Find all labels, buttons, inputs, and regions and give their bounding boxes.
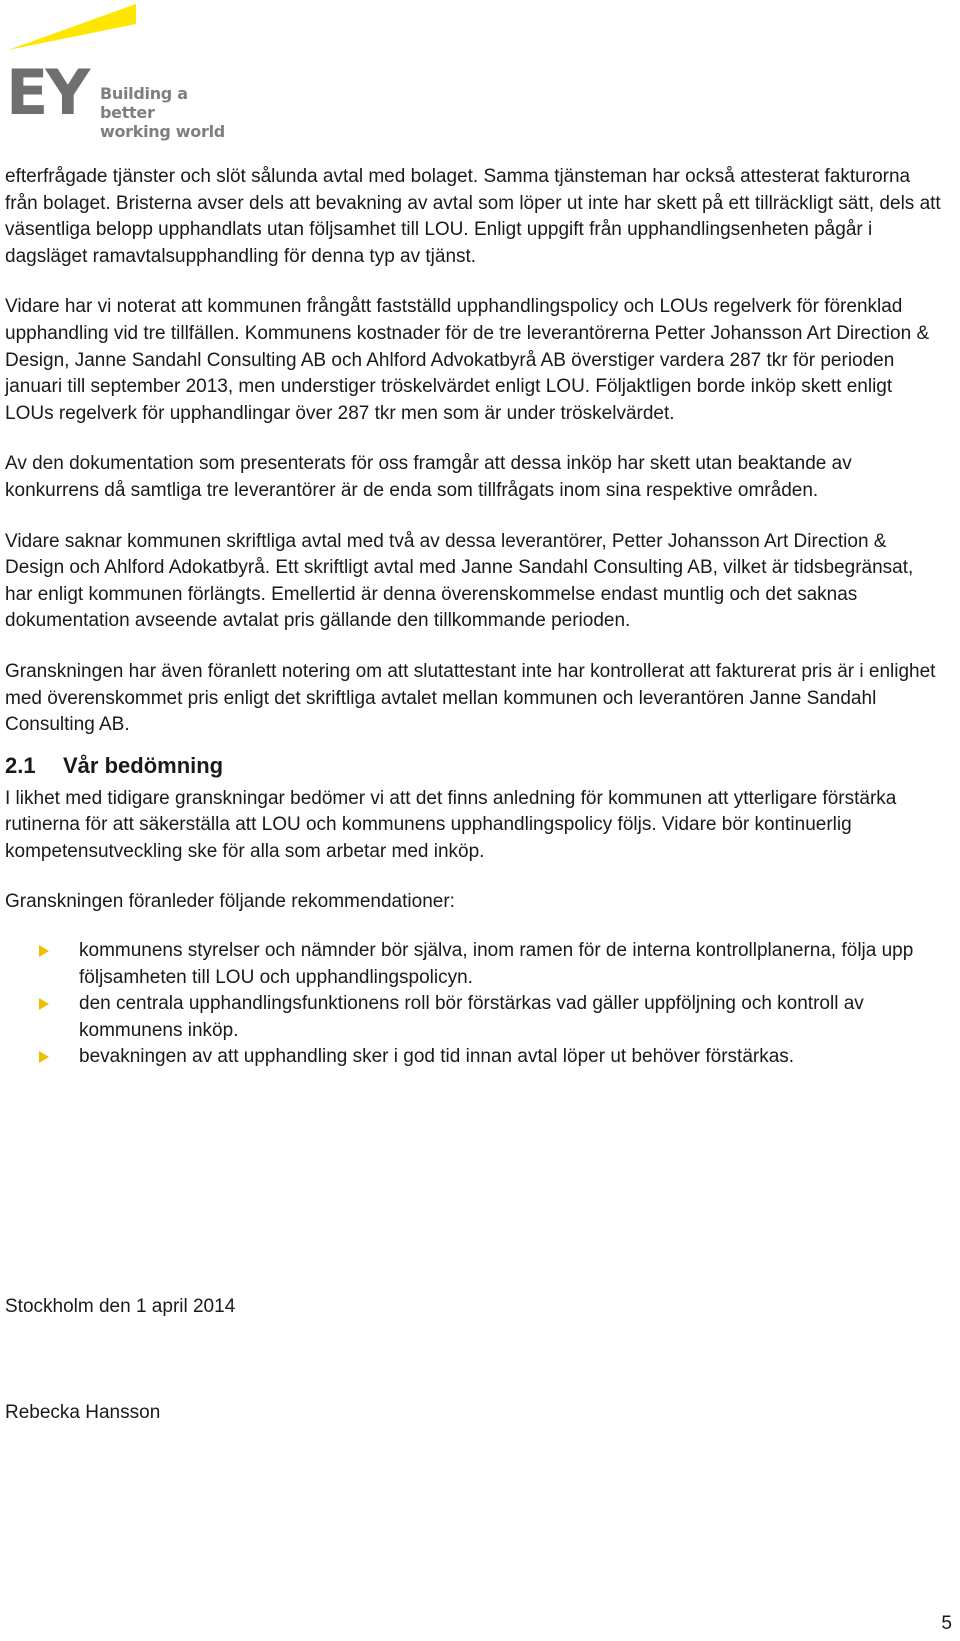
logo-mark: EY <box>8 56 88 120</box>
logo-tagline-line-1: Building a better <box>100 84 188 122</box>
recommendation-text: kommunens styrelser och nämnder bör själva, inom ramen för de interna kontrollplanerna, följa upp följsamheten till LOU och upphandlingspolicyn. <box>79 940 914 988</box>
recommendation-text: bevakningen av att upphandling sker i god tid innan avtal löper ut behöver förstärkas. <box>79 1046 795 1068</box>
paragraph-1: efterfrågade tjänster och slöt sålunda avtal med bolaget. Samma tjänsteman har också attesterat fakturorna från bolaget. Bristerna avser dels att bevakning av avtal som löper ut inte har skett på ett tillräckligt sätt, dels att väsentliga belopp upphandlats utan följsamhet till LOU. Enligt uppgift från upphandlingsenheten pågår i dagsläget ramavtalsupphandling för denna typ av tjänst. <box>5 166 941 267</box>
assessment-paragraph: I likhet med tidigare granskningar bedömer vi att det finns anledning för kommunen att ytterligare förstärka rutinerna för att säkerställa att LOU och kommunens upphandlingspolicy följs. Vidare bör kontinuerlig kompetensutveckling ske för alla som arbetar med inköp. <box>5 787 897 862</box>
ey-logo <box>8 4 228 141</box>
page-number: 5 <box>941 1613 952 1634</box>
section-title: Vår bedömning <box>63 752 224 778</box>
place-date: Stockholm den 1 april 2014 <box>5 1296 236 1317</box>
list-item <box>5 1044 945 1071</box>
list-item <box>5 938 945 991</box>
paragraph-2: Vidare har vi noterat att kommunen frångått fastställd upphandlingspolicy och LOUs regelverk för förenklad upphandling vid tre tillfällen. Kommunens kostnader för de tre leverantörerna Petter Johansson Art Direction & Design, Janne Sandahl Consulting AB och Ahlford Advokatbyrå AB överstiger vardera 287 tkr för perioden januari till september 2013, men understiger tröskelvärdet enligt LOU. Följaktligen borde inköp skett enligt LOUs regelverk för upphandlingar över 287 tkr men som är under tröskelvärdet. <box>5 296 930 424</box>
bullet-triangle-icon <box>39 945 49 957</box>
paragraph-4: Vidare saknar kommunen skriftliga avtal med två av dessa leverantörer, Petter Johansson Art Direction & Design och Ahlford Adokatbyrå. Ett skriftligt avtal med Janne Sandahl Consulting AB, vilket är tidsbegränsat, har enligt kommunen förlängts. Emellertid är denna överenskommelse endast muntlig och det saknas dokumentation avseende avtalat pris gällande den tillkommande perioden. <box>5 530 914 632</box>
recommendations-intro: Granskningen föranleder följande rekommendationer: <box>5 891 455 913</box>
section-heading <box>5 752 945 780</box>
section-number: 2.1 <box>5 752 36 778</box>
bullet-triangle-icon <box>39 998 49 1010</box>
bullet-triangle-icon <box>39 1051 49 1063</box>
paragraph-3: Av den dokumentation som presenterats för oss framgår att dessa inköp har skett utan beaktande av konkurrens då samtliga tre leverantörer är de enda som tillfrågats inom sina respektive områden. <box>5 453 852 501</box>
recommendation-list <box>5 938 945 1071</box>
document-body <box>5 164 945 1071</box>
signer-name: Rebecka Hansson <box>5 1402 161 1423</box>
list-item <box>5 991 945 1044</box>
paragraph-5: Granskningen har även föranlett notering om att slutattestant inte har kontrollerat att fakturerat pris är i enlighet med överenskommet pris enligt det skriftliga avtalet mellan kommunen och leverantören Janne Sandahl Consulting AB. <box>5 660 936 736</box>
logo-tagline <box>100 84 228 141</box>
logo-tagline-line-2: working world <box>100 122 225 141</box>
recommendation-text: den centrala upphandlingsfunktionens roll bör förstärkas vad gäller uppföljning och kontroll av kommunens inköp. <box>79 993 864 1041</box>
